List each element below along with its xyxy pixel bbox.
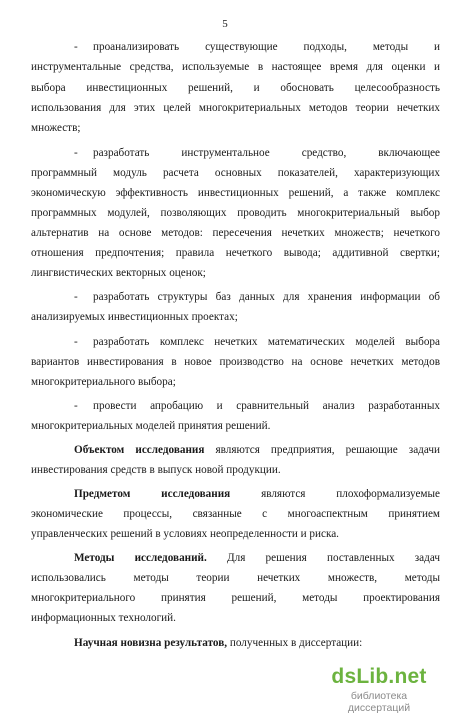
p2-line-5: альтернатив на основе методов: пересечения нечетких множеств; нечеткого [31, 227, 440, 239]
dslib-watermark [320, 665, 438, 714]
text-span: разработать комплекс нечетких математических моделей выбора [93, 336, 440, 348]
p4-line-1 [31, 335, 440, 349]
text-span: полученных в диссертации: [227, 637, 363, 649]
p1-line-5: множеств; [31, 122, 81, 134]
page-number: 5 [222, 18, 228, 30]
dash-marker: - [74, 291, 78, 303]
novelty-heading: Научная новизна результатов, [74, 637, 228, 649]
p2-line-3: экономическую эффективность инвестиционных решений, а также комплекс [31, 187, 440, 199]
text-span: разработать структуры баз данных для хранения информации об [93, 291, 440, 303]
dash-marker: - [74, 336, 78, 348]
p2-line-4: программных модулей, позволяющих проводить многокритериальный выбор [31, 207, 440, 219]
p7-line-1 [31, 487, 440, 501]
p8-line-1 [31, 551, 440, 565]
text-span: разработать инструментальное средство, включающее [93, 147, 440, 159]
p6-line-1 [31, 443, 440, 457]
p7-line-3: управленческих решений в условиях неопределенности и риска. [31, 528, 339, 540]
dslib-subtitle: библиотека диссертаций [347, 690, 411, 714]
p8-line-2: использовались методы теории нечетких множеств, методы [31, 572, 440, 584]
dslib-logo: dsLib.net [331, 665, 427, 688]
dash-marker: - [74, 147, 78, 159]
p1-line-2: инструментальные средства, используемые в настоящее время для оценки и [31, 61, 440, 73]
dash-marker: - [74, 400, 78, 412]
p7-line-2: экономические процессы, связанные с многоаспектным принятием [31, 508, 440, 520]
p3-line-2: анализируемых инвестиционных проектах; [31, 311, 238, 323]
p2-line-1 [31, 146, 440, 160]
p5-line-1 [31, 399, 440, 413]
p9-line-1 [31, 636, 440, 650]
p6-line-2: инвестирования средств в выпуск новой продукции. [31, 464, 281, 476]
text-span: являются плохоформализуемые [230, 488, 440, 500]
p2-line-7: лингвистических векторных оценок; [31, 267, 206, 279]
text-span: Для решения поставленных задач [206, 552, 440, 564]
p3-line-1 [31, 290, 440, 304]
p4-line-2: вариантов инвестирования в новое производство на основе нечетких методов [31, 356, 440, 368]
text-span: провести апробацию и сравнительный анализ разработанных [93, 400, 440, 412]
text-span: являются предприятия, решающие задачи [204, 444, 440, 456]
p1-line-1 [31, 40, 440, 54]
p1-line-4: использования для этих целей многокритериальных методов теории нечетких [31, 102, 440, 114]
p2-line-6: отношения предпочтения; правила нечеткого вывода; аддитивной свертки; [31, 247, 440, 259]
p8-line-4: информационных технологий. [31, 612, 176, 624]
methods-heading: Методы исследований. [74, 552, 207, 564]
p4-line-3: многокритериального выбора; [31, 376, 176, 388]
text-span: проанализировать существующие подходы, методы и [93, 41, 440, 53]
object-heading: Объектом исследования [74, 444, 205, 456]
p2-line-2: программный модуль расчета основных показателей, характеризующих [31, 167, 440, 179]
p1-line-3: выбора инвестиционных решений, и обосновать целесообразность [31, 82, 440, 94]
subject-heading: Предметом исследования [74, 488, 231, 500]
p8-line-3: многокритериального принятия решений, методы проектирования [31, 592, 440, 604]
p5-line-2: многокритериальных моделей принятия решений. [31, 420, 271, 432]
dash-marker: - [74, 41, 78, 53]
